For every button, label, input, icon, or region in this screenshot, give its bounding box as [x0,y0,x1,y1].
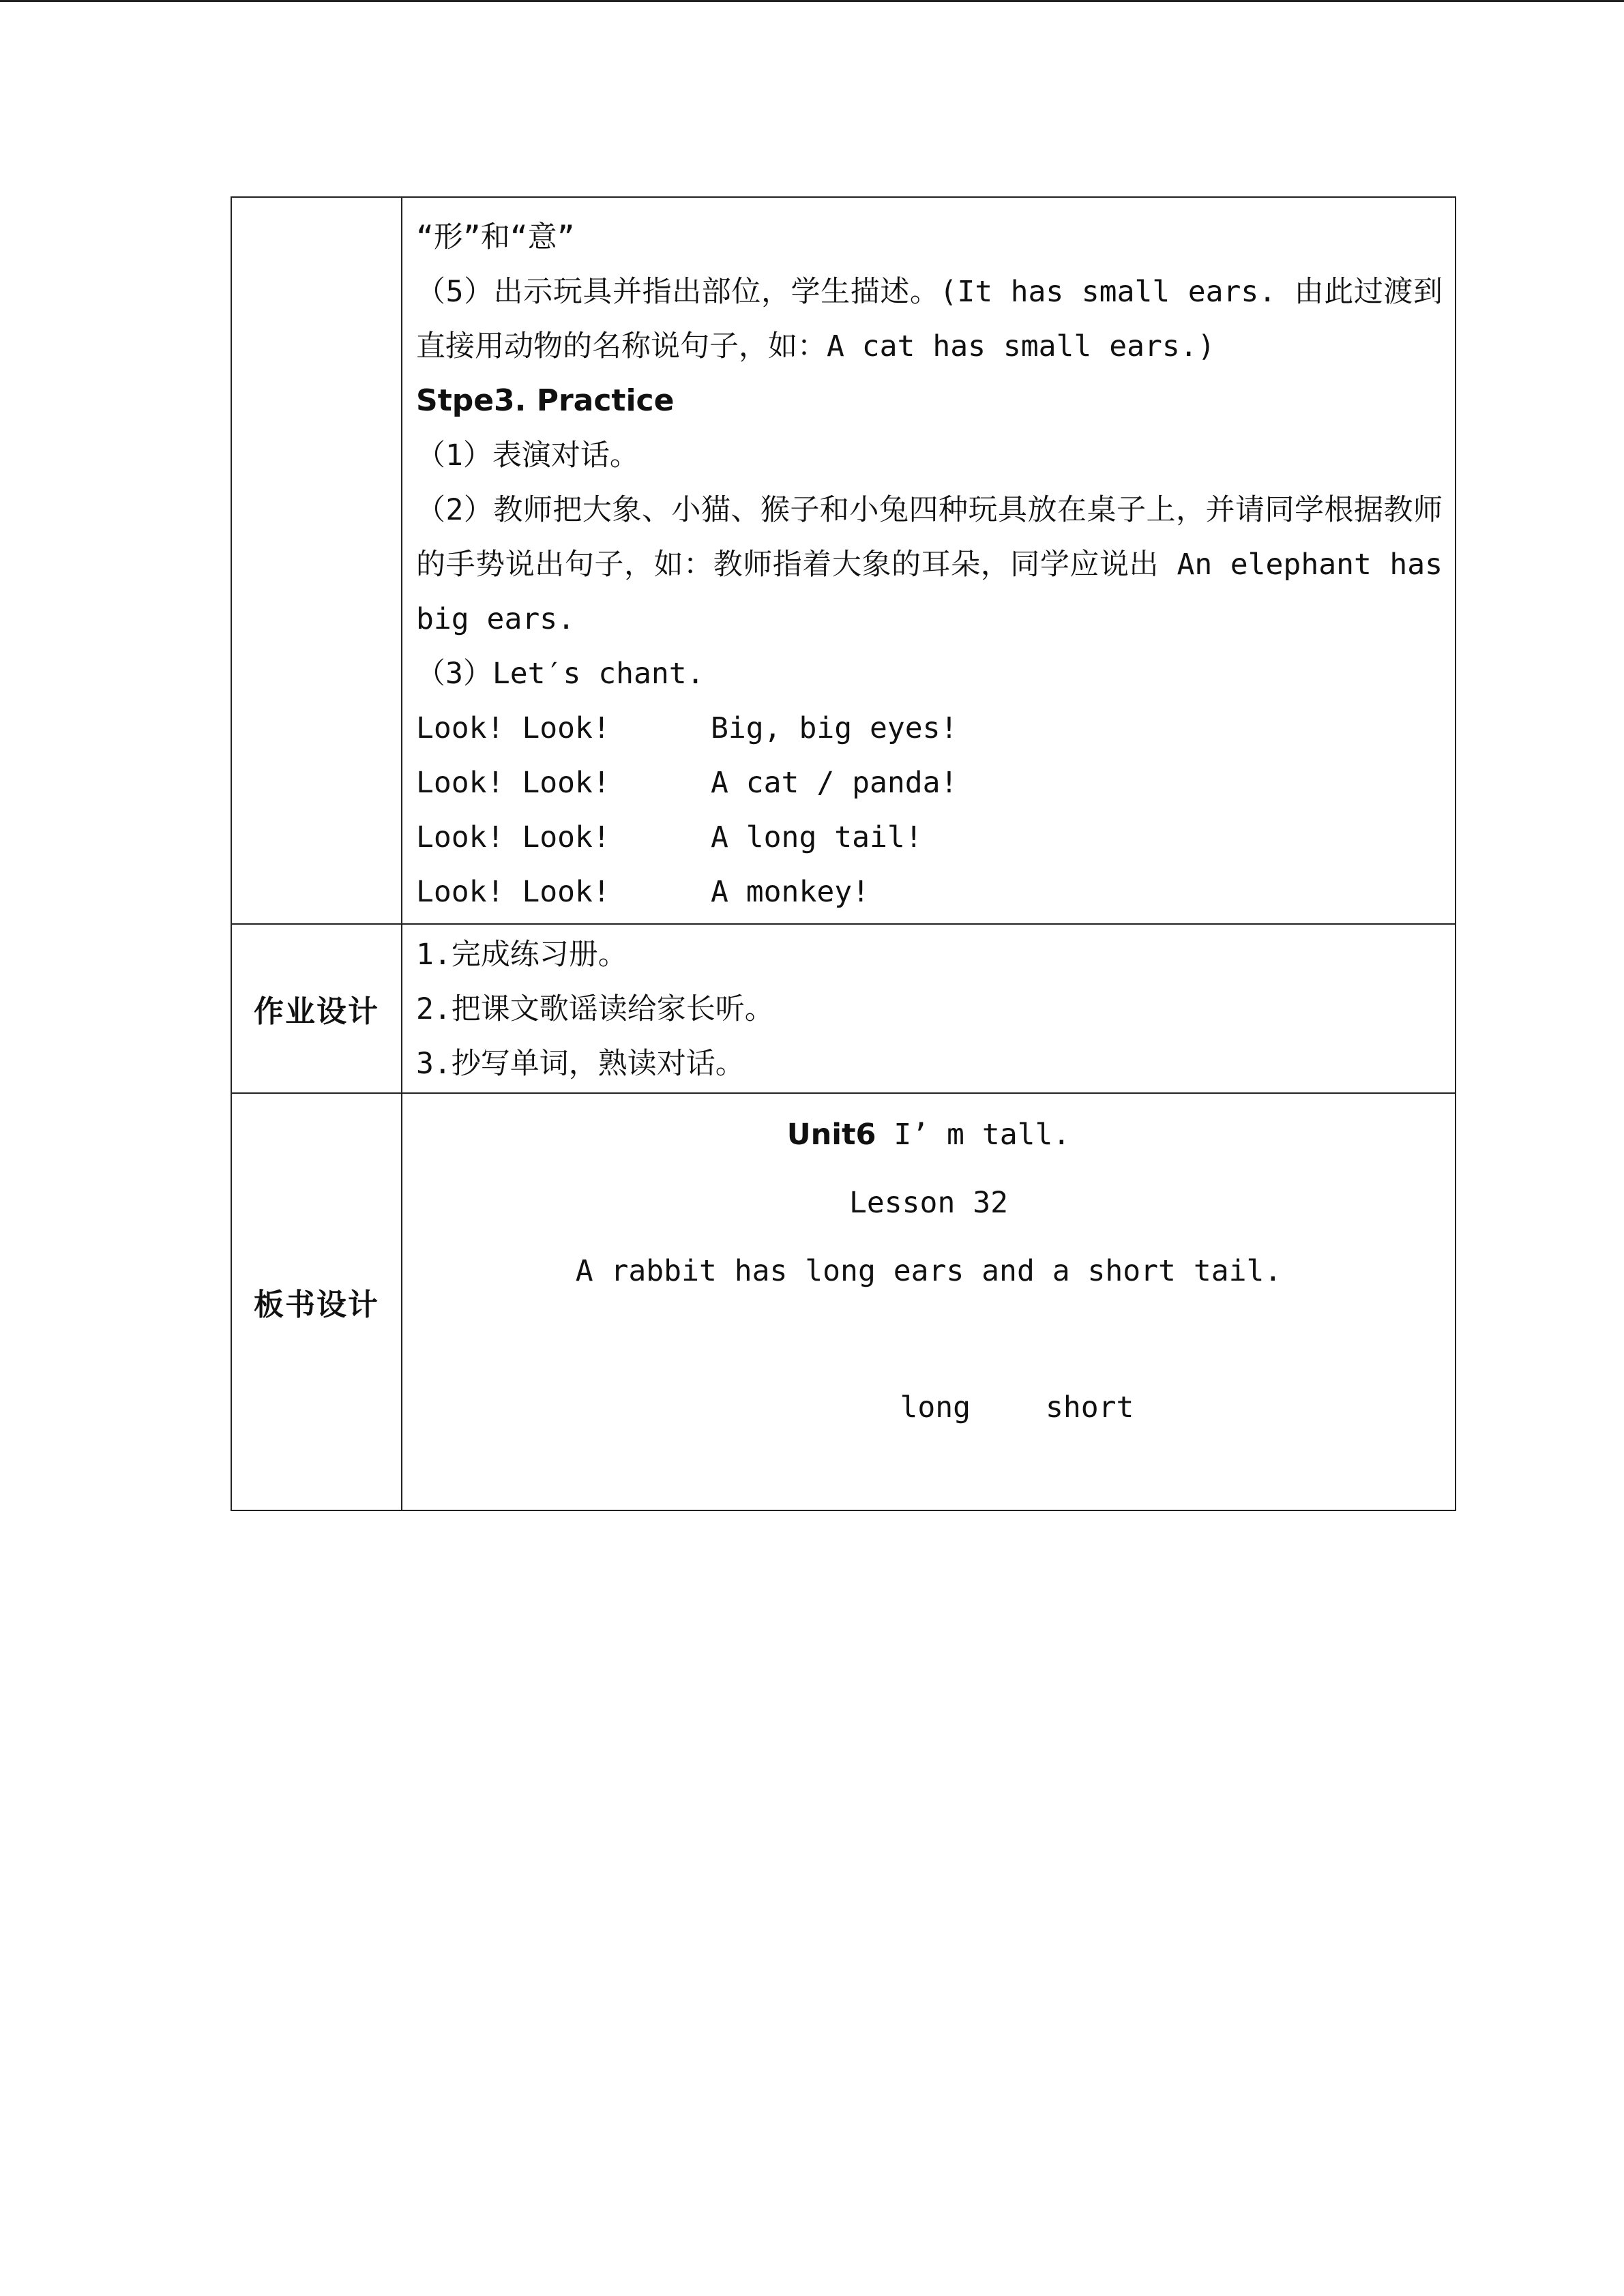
practice-heading: Stpe3. Practice [416,383,675,418]
process-line-2: （5）出示玩具并指出部位，学生描述。(It has small ears. 由此过渡到直接用动物的名称说句子，如：A cat has small ears.) [416,275,1443,363]
homework-label: 作业设计 [231,924,402,1093]
chant-line [416,756,1443,810]
process-line-6: （3）Let′s chant. [416,657,705,691]
process-content-cell [402,197,1456,924]
chant-line [416,810,1443,865]
homework-row [231,924,1456,1093]
chant-line [416,701,1443,756]
process-line-1: “形”和“意” [416,220,575,254]
board-word-pair [402,1305,1455,1510]
chant-right: A long tail! [711,820,923,854]
process-line-5: （2）教师把大象、小猫、猴子和小兔四种玩具放在桌子上，并请同学根据教师的手势说出句子，如：教师指着大象的耳朵，同学应说出 An elephant has big ears. [416,493,1443,636]
board-word-long: long [900,1390,971,1425]
chant-left: Look! Look! [416,875,610,909]
board-lesson: Lesson 32 [849,1186,1008,1220]
board-label: 板书设计 [231,1093,402,1510]
process-label-cell [231,197,402,924]
chant-right: A cat / panda! [711,766,958,800]
process-row [231,197,1456,924]
board-row [231,1093,1456,1510]
homework-item: 3.抄写单词，熟读对话。 [416,1047,745,1081]
chant-right: A monkey! [711,875,870,909]
homework-item: 1.完成练习册。 [416,938,628,972]
lesson-plan-table [231,196,1456,1511]
homework-item: 2.把课文歌谣读给家长听。 [416,992,774,1026]
chant-left: Look! Look! [416,711,610,745]
page-top-border [0,0,1624,2]
board-unit-name: Unit6 [786,1118,876,1152]
chant-right: Big, big eyes! [711,711,958,745]
board-sentence: A rabbit has long ears and a short tail. [575,1254,1282,1288]
homework-content-cell [402,924,1456,1093]
chant-line [416,865,1443,919]
board-unit-sentence: I’ m tall. [876,1118,1071,1152]
board-word-short: short [1046,1390,1134,1425]
board-unit-title [402,1101,1455,1169]
chant-left: Look! Look! [416,766,610,800]
chant-left: Look! Look! [416,820,610,854]
process-line-4: （1）表演对话。 [416,438,639,473]
board-content-cell [402,1093,1456,1510]
